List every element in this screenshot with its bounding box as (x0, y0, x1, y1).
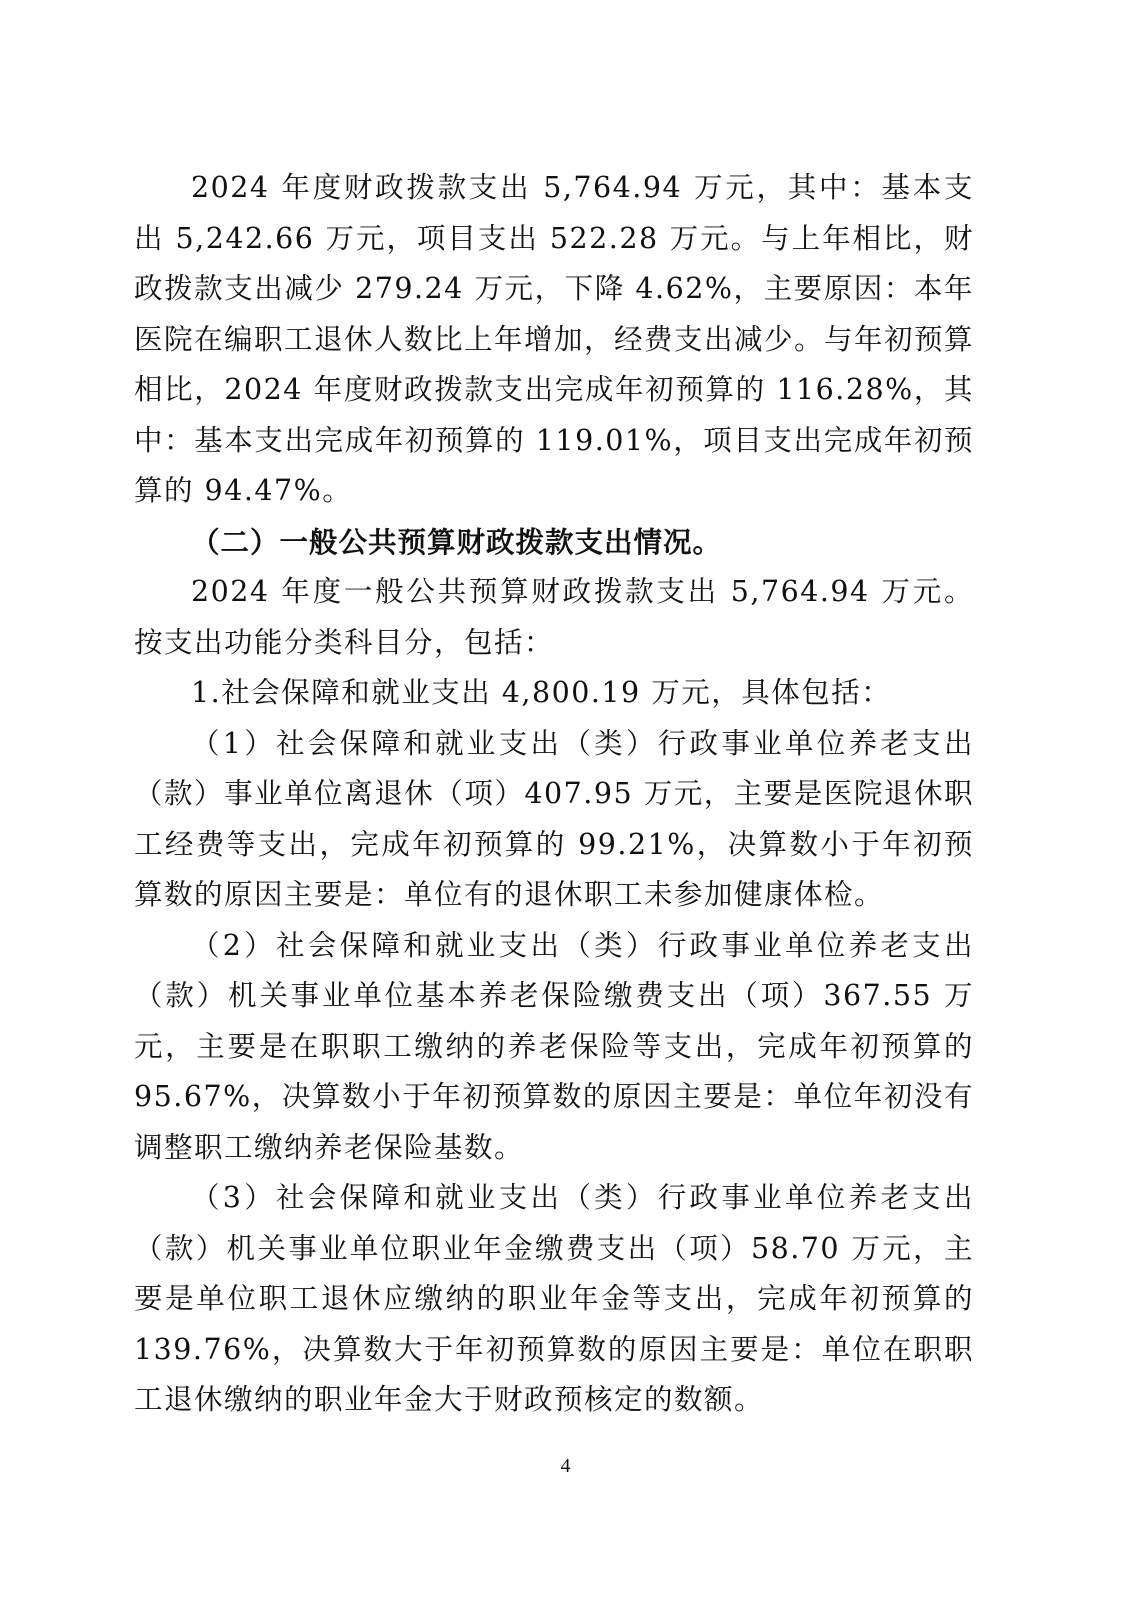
document-body (134, 163, 974, 1426)
paragraph-item-2-pension-insurance: （2）社会保障和就业支出（类）行政事业单位养老支出（款）机关事业单位基本养老保险缴费支出（项）367.55 万元，主要是在职职工缴纳的养老保险等支出，完成年初预算的 95.67%，决算数小于年初预算数的原因主要是：单位年初没有调整职工缴纳养老保险基数。 (134, 928, 974, 1164)
section-heading-general-budget: （二）一般公共预算财政拨款支出情况。 (191, 524, 723, 559)
paragraph-total-expenditure: 2024 年度财政拨款支出 5,764.94 万元，其中：基本支出 5,242.66 万元，项目支出 522.28 万元。与上年相比，财政拨款支出减少 279.24 万元，下降 4.62%，主要原因：本年医院在编职工退休人数比上年增加，经费支出减少。与年初预算相比，2024 年度财政拨款支出完成年初预算的 116.28%，其中：基本支出完成年初预算的 119.01%，项目支出完成年初预算的 94.47%。 (134, 171, 975, 507)
page-number: 4 (560, 1455, 571, 1477)
paragraph-general-budget-total: 2024 年度一般公共预算财政拨款支出 5,764.94 万元。按支出功能分类科目分，包括： (134, 575, 974, 659)
paragraph-item-3-occupational-annuity: （3）社会保障和就业支出（类）行政事业单位养老支出（款）机关事业单位职业年金缴费支出（项）58.70 万元，主要是单位职工退休应缴纳的职业年金等支出，完成年初预算的 139.76%，决算数大于年初预算数的原因主要是：单位在职职工退休缴纳的职业年金大于财政预核定的数额。 (134, 1181, 974, 1416)
paragraph-item-1-retirement: （1）社会保障和就业支出（类）行政事业单位养老支出（款）事业单位离退休（项）407.95 万元，主要是医院退休职工经费等支出，完成年初预算的 99.21%，决算数小于年初预算数的原因主要是：单位有的退休职工未参加健康体检。 (134, 726, 974, 911)
paragraph-social-security-total: 1.社会保障和就业支出 4,800.19 万元，具体包括： (191, 676, 892, 709)
